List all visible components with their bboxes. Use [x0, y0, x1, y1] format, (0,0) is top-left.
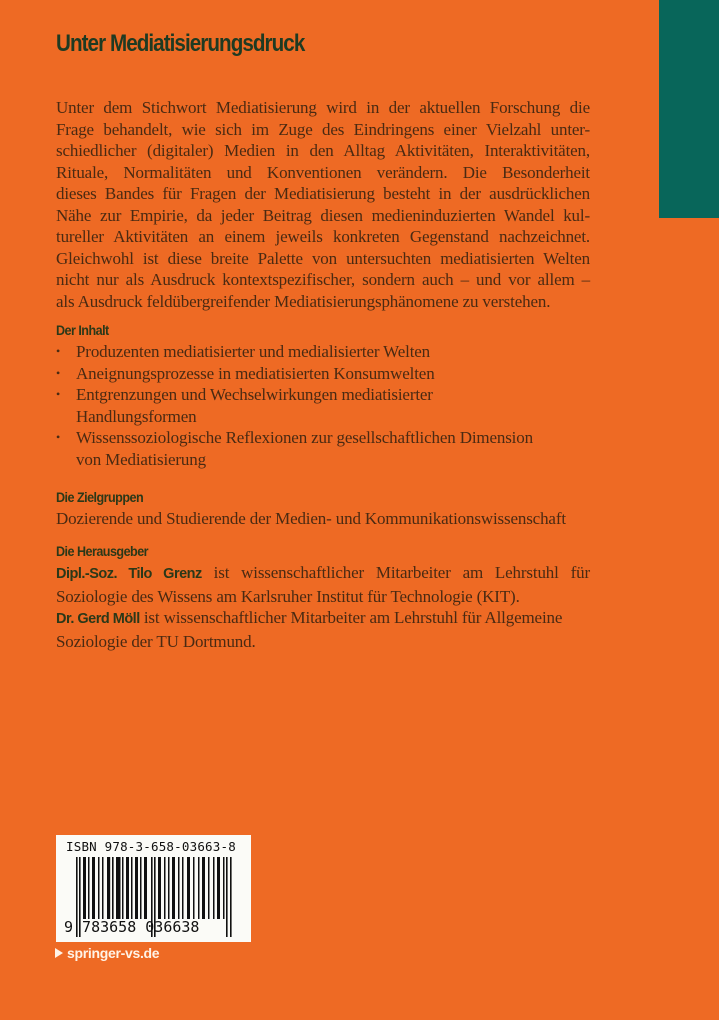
list-item: • Aneignungsprozesse in mediatisierten Konsumwelten: [56, 363, 435, 383]
editor-name: Dr. Gerd Möll: [56, 611, 140, 627]
intro-line: Rituale, Normalitäten und Konventionen verändern. Die Besonderheit: [56, 162, 590, 182]
editors-heading: Die Herausgeber: [56, 543, 149, 559]
editor-bio: Dipl.-Soz. Tilo Grenz ist wissenschaftlicher Mitarbeiter am Lehrstuhl für Soziologie des Wissens am Karlsruher Institut für Technologie (KIT).: [56, 563, 590, 606]
bullet-icon: •: [56, 344, 61, 358]
editor-bio: Dr. Gerd Möll ist wissenschaftlicher Mitarbeiter am Lehrstuhl für Allgemeine Soziologie der TU Dortmund.: [56, 608, 563, 651]
editors-section: [56, 543, 590, 652]
audience-section: [56, 489, 590, 530]
bullet-icon: •: [56, 365, 61, 380]
audience-text: Dozierende und Studierende der Medien- und Kommunikationswissenschaft: [56, 509, 566, 528]
contents-heading: Der Inhalt: [56, 322, 109, 338]
intro-line: Gleichwohl ist diese breite Palette von untersuchten mediatisierten Welten: [56, 248, 590, 268]
intro-line: tureller Aktivitäten an einem jeweils konkreten Gegenstand nachzeichnet.: [56, 227, 590, 246]
intro-line: nicht nur als Ausdruck kontextspezifischer, sondern auch – und vor allem –: [56, 270, 590, 289]
page-title: Unter Mediatisierungsdruck: [56, 30, 305, 57]
intro-line: Nähe zur Empirie, da jeder Beitrag diesen medieninduzierten Wandel kul-: [56, 205, 590, 225]
bullet-icon: •: [56, 387, 61, 401]
accent-panel: [659, 0, 719, 218]
bullet-icon: •: [56, 430, 61, 444]
list-item: • Entgrenzungen und Wechselwirkungen mediatisierter Handlungsformen: [56, 385, 433, 426]
contents-section: [56, 322, 590, 470]
intro-line: dieses Bandes für Fragen der Mediatisierung besteht in der ausdrücklichen: [56, 184, 590, 203]
intro-paragraph: [56, 97, 590, 312]
contents-list: [56, 341, 590, 470]
editor-name: Dipl.-Soz. Tilo Grenz: [56, 566, 202, 582]
intro-line: schiedlicher (digitaler) Medien in den Alltag Aktivitäten, Interaktivitäten,: [56, 141, 590, 160]
isbn-label: ISBN 978-3-658-03663-8: [66, 839, 236, 854]
isbn-barcode: [56, 835, 251, 942]
intro-line: Unter dem Stichwort Mediatisierung wird in der aktuellen Forschung die: [56, 98, 590, 117]
audience-heading: Die Zielgruppen: [56, 489, 144, 505]
triangle-right-icon: [55, 948, 63, 958]
list-item: • Produzenten mediatisierter und medialisierter Welten: [56, 342, 431, 361]
publisher-link[interactable]: [55, 945, 159, 961]
publisher-link-label: springer-vs.de: [67, 945, 160, 961]
intro-line: als Ausdruck feldübergreifender Mediatisierungsphänomene zu verstehen.: [56, 291, 551, 311]
intro-line: Frage behandelt, wie sich im Zuge des Eindringens einer Vielzahl unter-: [56, 119, 590, 139]
list-item: • Wissenssoziologische Reflexionen zur gesellschaftlichen Dimension von Mediatisierung: [56, 428, 533, 469]
barcode-digits: 9 783658 036638: [64, 918, 200, 936]
